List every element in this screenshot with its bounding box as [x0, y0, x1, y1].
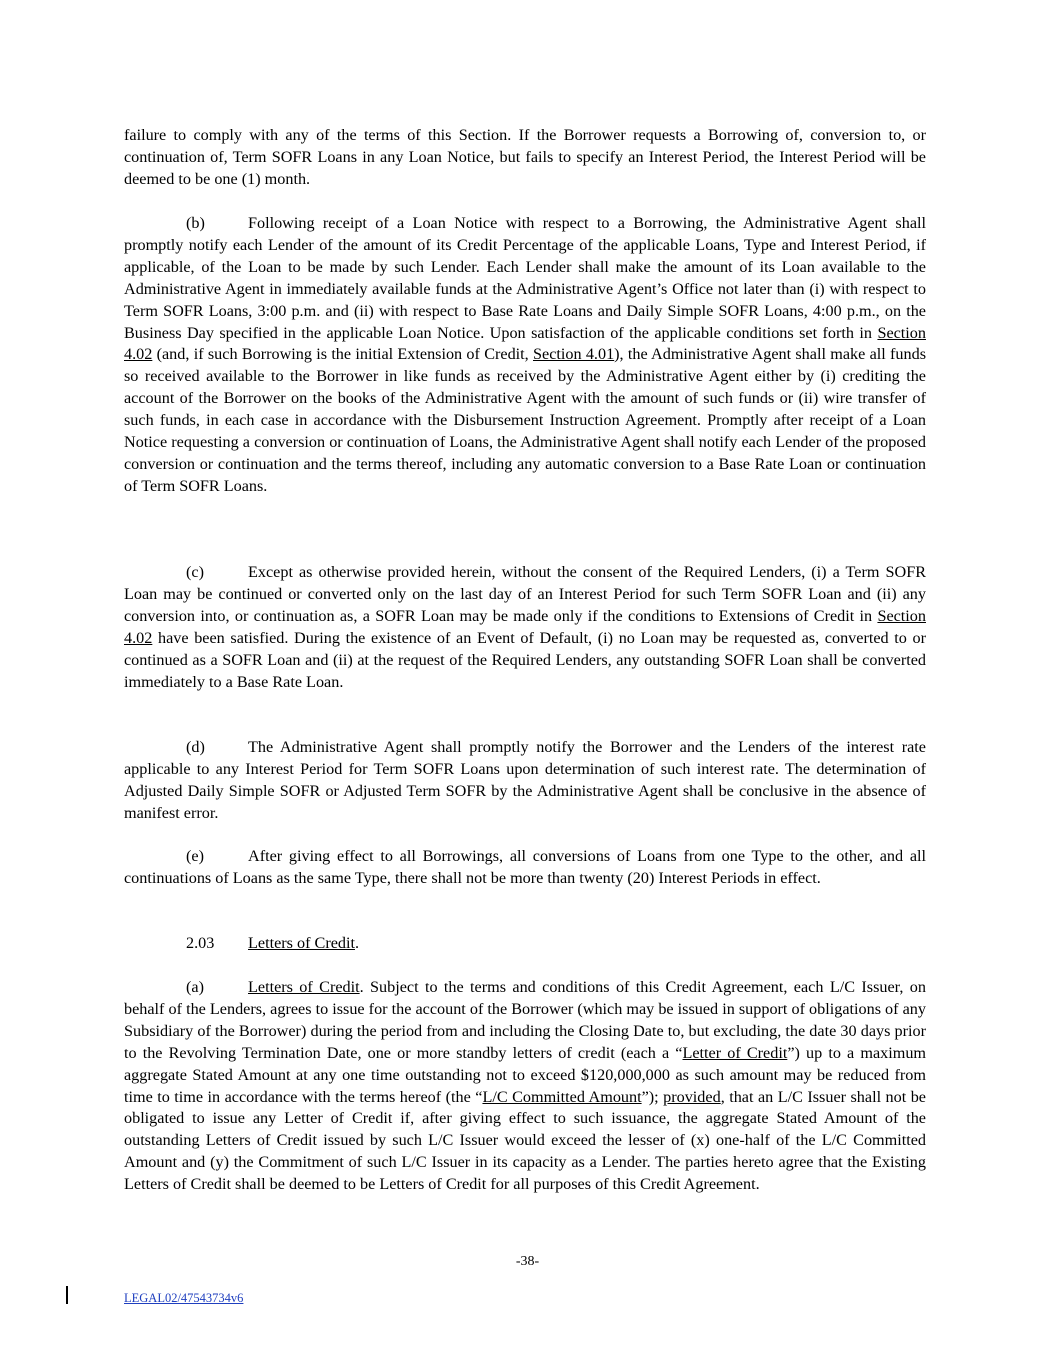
revision-bar	[66, 1286, 68, 1304]
paragraph-intro: failure to comply with any of the terms of this Section. If the Borrower requests a Borrowing of, conversion to, or continuation of, Term SOFR Loans in any Loan Notice, but fails to specify an Interest Period, the Interest Period will be deemed to be one (1) month.	[124, 126, 926, 188]
paragraph-a: (a) Letters of Credit. Subject to the terms and conditions of this Credit Agreement, each L/C Issuer, on behalf of the Lenders, agrees to issue for the account of the Borrower (which may be issued in support of obligations of any Subsidiary of the Borrower) during the period from and including the Closing Date to, but excluding, the date 30 days prior to the Revolving Termination Date, one or more standby letters of credit (each a “Letter of Credit”) up to a maximum aggregate Stated Amount at any one time outstanding not to exceed $120,000,000 as such amount may be reduced from time to time in accordance with the terms hereof (the “L/C Committed Amount”); provided, that an L/C Issuer shall not be obligated to issue any Letter of Credit if, after giving effect to such issuance, the aggregate Stated Amount of the outstanding Letters of Credit issued by such L/C Issuer would exceed the lesser of (x) one-half of the L/C Committed Amount and (y) the Commitment of such L/C Issuer in its capacity as a Lender. The parties hereto agree that the Existing Letters of Credit shall be deemed to be Letters of Credit for all purposes of this Credit Agreement.	[124, 978, 926, 1194]
section-402-reference: Section 4.02	[124, 323, 926, 364]
paragraph-a-label: (a)	[186, 978, 204, 996]
footer-document-id[interactable]: LEGAL02/47543734v6	[124, 1291, 244, 1305]
paragraph-d-label: (d)	[186, 738, 205, 756]
page-number: -38-	[515, 1254, 540, 1269]
paragraph-e: (e) After giving effect to all Borrowings, all conversions of Loans from one Type to the other, and all continuations of Loans as the same Type, there shall not be more than twenty (20) Interest Periods in effect.	[124, 847, 926, 887]
section-402-reference: Section 4.02	[124, 606, 926, 647]
section-number: 2.03	[186, 934, 215, 952]
paragraph-c: (c) Except as otherwise provided herein, without the consent of the Required Lenders, (i) a Term SOFR Loan may be continued or converted only on the last day of an Interest Period for such Term SOFR Loan and (ii) any conversion into, or continuation as, a SOFR Loan may be made only if the conditions to Extensions of Credit in Section 4.02 have been satisfied. During the existence of an Event of Default, (i) no Loan may be requested as, converted to or continued as a SOFR Loan and (ii) at the request of the Required Lenders, any outstanding SOFR Loan shall be converted immediately to a Base Rate Loan.	[124, 563, 926, 691]
section-title: Letters of Credit	[248, 934, 355, 952]
section-401-reference: Section 4.01	[533, 345, 615, 364]
defined-term-letter-of-credit: Letter of Credit	[682, 1043, 788, 1062]
paragraph-a-heading: Letters of Credit	[248, 978, 360, 996]
paragraph-c-label: (c)	[186, 563, 204, 581]
paragraph-d: (d) The Administrative Agent shall promptly notify the Borrower and the Lenders of the interest rate applicable to any Interest Period for Term SOFR Loans upon determination of such interest rate. The determination of Adjusted Daily Simple SOFR or Adjusted Term SOFR by the Administrative Agent shall be conclusive in the absence of manifest error.	[124, 738, 926, 822]
paragraph-e-label: (e)	[186, 847, 204, 865]
section-heading-2-03: 2.03 Letters of Credit.	[124, 933, 926, 955]
paragraph-b: (b) Following receipt of a Loan Notice with respect to a Borrowing, the Administrative Agent shall promptly notify each Lender of the amount of its Credit Percentage of the applicable Loans, Type and Interest Period, if applicable, of the Loan to be made by such Lender. Each Lender shall make the amount of its Loan available to the Administrative Agent in immediately available funds at the Administrative Agent’s Office not later than (i) with respect to Term SOFR Loans, 3:00 p.m. and (ii) with respect to Base Rate Loans and Daily Simple SOFR Loans, 4:00 p.m., on the Business Day specified in the applicable Loan Notice. Upon satisfaction of the applicable conditions set forth in Section 4.02 (and, if such Borrowing is the initial Extension of Credit, Section 4.01), the Administrative Agent shall make all funds so received available to the Borrower in like funds as received by the Administrative Agent either by (i) crediting the account of the Borrower on the books of the Administrative Agent with the amount of such funds or (ii) wire transfer of such funds, in each case in accordance with the Disbursement Instruction Agreement. Promptly after receipt of a Loan Notice requesting a conversion or continuation of Loans, the Administrative Agent shall notify each Lender of the proposed conversion or continuation and the terms thereof, including any automatic conversion to a Base Rate Loan or continuation of Term SOFR Loans.	[124, 214, 927, 495]
defined-term-lc-committed-amount: L/C Committed Amount	[482, 1087, 642, 1106]
defined-term-provided: provided	[663, 1087, 721, 1106]
paragraph-b-label: (b)	[186, 214, 205, 232]
